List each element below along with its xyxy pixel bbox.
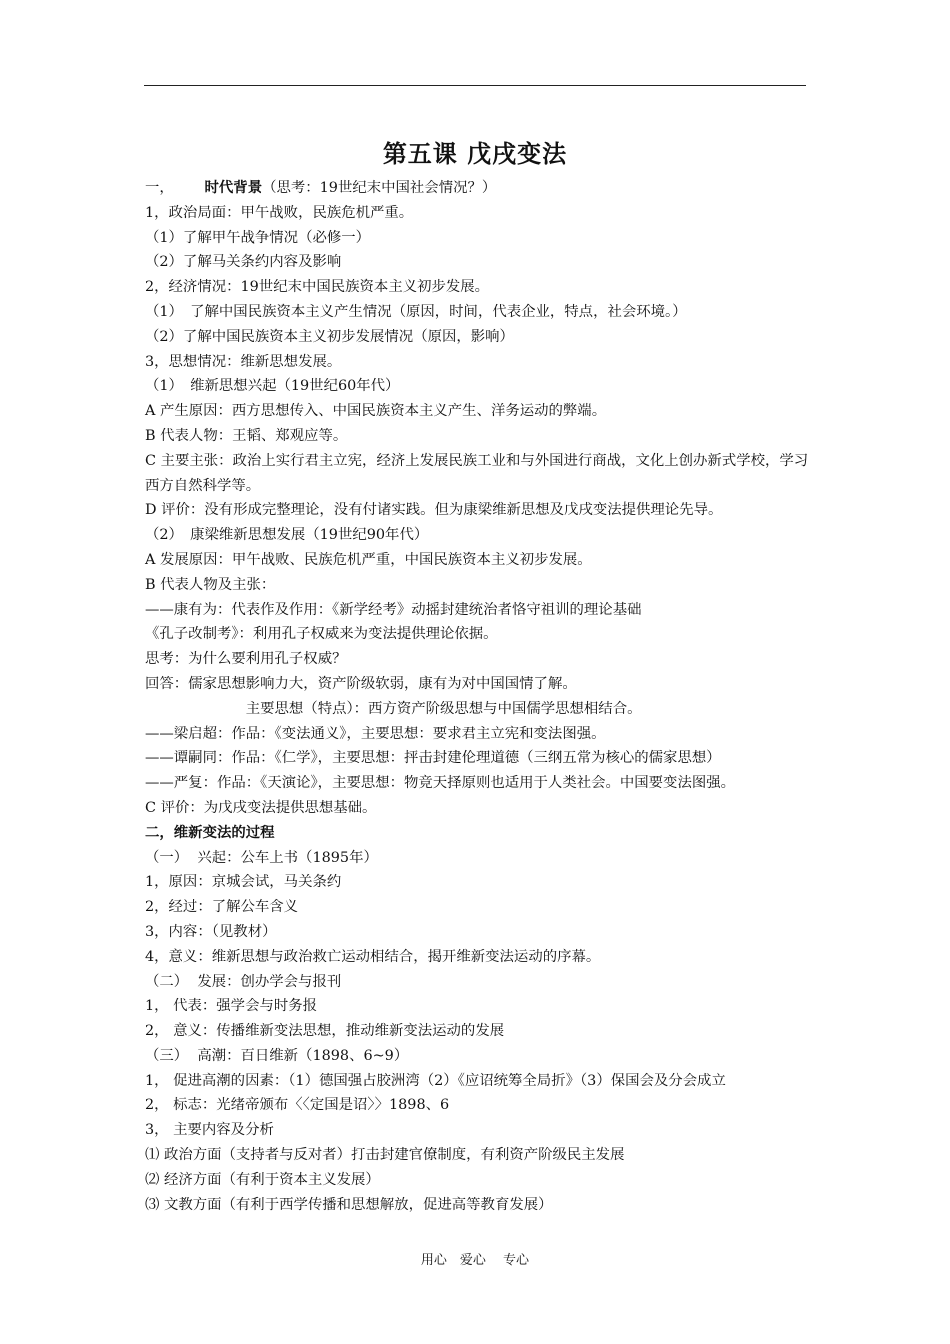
- text-line: 2， 意义：传播维新变法思想，推动维新变法运动的发展: [145, 1023, 505, 1040]
- text-line: 1，政治局面：甲午战败，民族危机严重。: [145, 204, 414, 221]
- text-line: 1， 促进高潮的因素：（1）德国强占胶洲湾（2）《应诏统筹全局折》（3）保国会及分会成立: [145, 1072, 726, 1089]
- text-line: 《孔子改制考》：利用孔子权威来为变法提供理论依据。: [145, 626, 498, 643]
- page-footer: 用心 爱心 专心: [420, 1253, 530, 1268]
- text-line: 1， 代表：强学会与时务报: [145, 998, 318, 1015]
- text-line: B 代表人物：王韬、郑观应等。: [145, 427, 348, 444]
- text-line: 2，经过：了解公车含义: [145, 899, 299, 916]
- section-1-title: 时代背景: [204, 179, 263, 196]
- text-line: （2）了解马关条约内容及影响: [145, 254, 342, 271]
- text-line: （2） 康梁维新思想发展（19世纪90年代）: [145, 527, 429, 544]
- text-line: ——康有为：代表作及作用：《新学经考》动摇封建统治者恪守祖训的理论基础: [145, 601, 642, 618]
- text-line: A 产生原因：西方思想传入、中国民族资本主义产生、洋务运动的弊端。: [145, 403, 607, 420]
- text-line: 3， 主要内容及分析: [145, 1122, 274, 1139]
- section-1-heading: [145, 176, 809, 201]
- text-line: （1）了解甲午战争情况（必修一）: [145, 229, 371, 246]
- text-line: 1，原因：京城会试，马关条约: [145, 874, 342, 891]
- text-line: ⑶ 文教方面（有利于西学传播和思想解放，促进高等教育发展）: [145, 1196, 553, 1213]
- text-line: C 评价：为戊戌变法提供思想基础。: [145, 799, 377, 816]
- text-line: （三） 高潮：百日维新（1898、6~9）: [145, 1047, 409, 1064]
- text-line: B 代表人物及主张：: [145, 576, 276, 593]
- text-line: 4，意义：维新思想与政治救亡运动相结合，揭开维新变法运动的序幕。: [145, 948, 601, 965]
- text-line: ——谭嗣同：作品：《仁学》，主要思想：抨击封建伦理道德（三纲五常为核心的儒家思想）: [145, 750, 721, 767]
- text-line: （2）了解中国民族资本主义初步发展情况（原因，影响）: [145, 328, 514, 345]
- text-line: D 评价：没有形成完整理论，没有付诸实践。但为康梁维新思想及戊戌变法提供理论先导。: [145, 502, 723, 519]
- text-line: ⑵ 经济方面（有利于资本主义发展）: [145, 1171, 380, 1188]
- text-line: 3，思想情况：维新思想发展。: [145, 353, 342, 370]
- text-line: 3，内容：（见教材）: [145, 923, 277, 940]
- text-line: 2， 标志：光绪帝颁布〈〈定国是诏〉〉1898、6: [145, 1097, 450, 1114]
- page-title: 第五课 戊戌变法: [382, 139, 568, 168]
- text-line: 2，经济情况：19世纪末中国民族资本主义初步发展。: [145, 279, 490, 296]
- text-line: ——严复：作品：《天演论》，主要思想：物竞天择原则也适用于人类社会。中国要变法图强。: [145, 775, 736, 792]
- text-line: 主要思想（特点）：西方资产阶级思想与中国儒学思想相结合。: [145, 700, 642, 717]
- header-rule: [144, 85, 806, 86]
- section-1-note: （思考：19世纪末中国社会情况？）: [262, 180, 497, 196]
- text-line: （一） 兴起：公车上书（1895年）: [145, 849, 378, 866]
- text-line: （1） 维新思想兴起（19世纪60年代）: [145, 378, 400, 395]
- text-line: 思考：为什么要利用孔子权威？: [145, 651, 347, 668]
- text-line: 回答：儒家思想影响力大，资产阶级软弱，康有为对中国国情了解。: [145, 675, 577, 692]
- text-line: A 发展原因：甲午战败、民族危机严重，中国民族资本主义初步发展。: [145, 551, 592, 568]
- text-line: ——梁启超：作品：《变法通义》，主要思想：要求君主立宪和变法图强。: [145, 725, 606, 742]
- text-line: （二） 发展：创办学会与报刊: [145, 973, 342, 990]
- section-2-heading: 二，维新变法的过程: [145, 823, 275, 841]
- text-line: ⑴ 政治方面（支持者与反对者）打击封建官僚制度，有利资产阶级民主发展: [145, 1147, 625, 1164]
- text-line: （1） 了解中国民族资本主义产生情况（原因，时间，代表企业，特点，社会环境。）: [145, 303, 687, 320]
- document-body: [145, 176, 809, 1217]
- text-paragraph: C 主要主张：政治上实行君主立宪，经济上发展民族工业和与外国进行商战，文化上创办新式学校，学习西方自然科学等。: [145, 452, 809, 494]
- section-1-prefix: 一，: [145, 180, 205, 196]
